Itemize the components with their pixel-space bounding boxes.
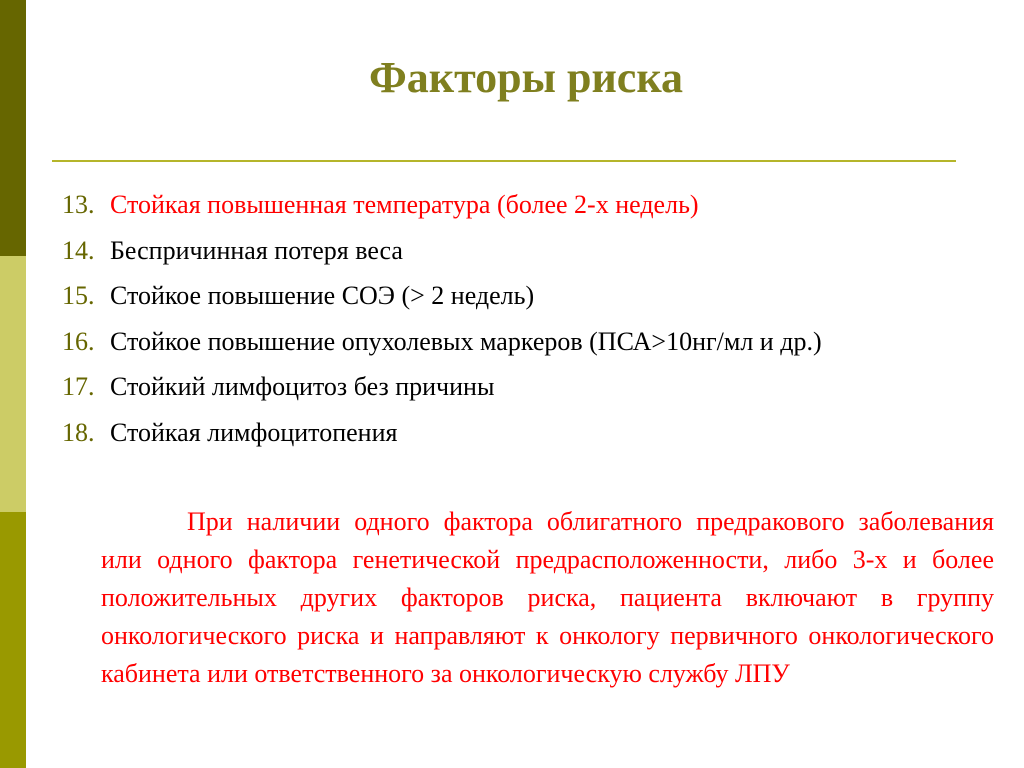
list-item-number: 18. — [62, 417, 95, 447]
list-item — [62, 414, 992, 460]
left-accent-bar-top — [0, 0, 26, 256]
list-item-number: 13. — [62, 190, 95, 219]
list-item — [62, 232, 992, 278]
title-divider — [52, 160, 956, 162]
list-item-number: 15. — [62, 281, 95, 310]
list-item-text: Стойкая лимфоцитопения — [110, 417, 398, 447]
list-item-number: 16. — [62, 326, 95, 356]
list-item — [62, 368, 992, 414]
list-item-text: Стойкое повышение СОЭ (> 2 недель) — [110, 281, 535, 310]
list-item-text: Стойкое повышение опухолевых маркеров (ПСА>10нг/мл и др.) — [110, 326, 822, 356]
list-item-text: Стойкая повышенная температура (более 2-х недель) — [110, 190, 699, 219]
list-item — [62, 186, 992, 232]
risk-factor-list — [62, 186, 992, 459]
left-accent-bar-bottom — [0, 512, 26, 768]
list-item-text: Беспричинная потеря веса — [110, 235, 403, 265]
list-item-text: Стойкий лимфоцитоз без причины — [110, 372, 495, 401]
left-accent-bar-middle — [0, 256, 26, 512]
slide-title: Факторы риска — [368, 53, 684, 102]
list-item — [62, 323, 992, 369]
list-item — [62, 277, 992, 323]
list-item-number: 14. — [62, 235, 95, 265]
list-item-number: 17. — [62, 372, 95, 401]
conclusion-paragraph: При наличии одного фактора облигатного предракового заболевания или одного фактора генетической предрасположенности, либо 3-х и более положительных других факторов риска, пациента включают в группу онкологического риска и направляют к онкологу первичного онкологического кабинета или ответственного за онкологическую службу ЛПУ — [101, 507, 994, 688]
